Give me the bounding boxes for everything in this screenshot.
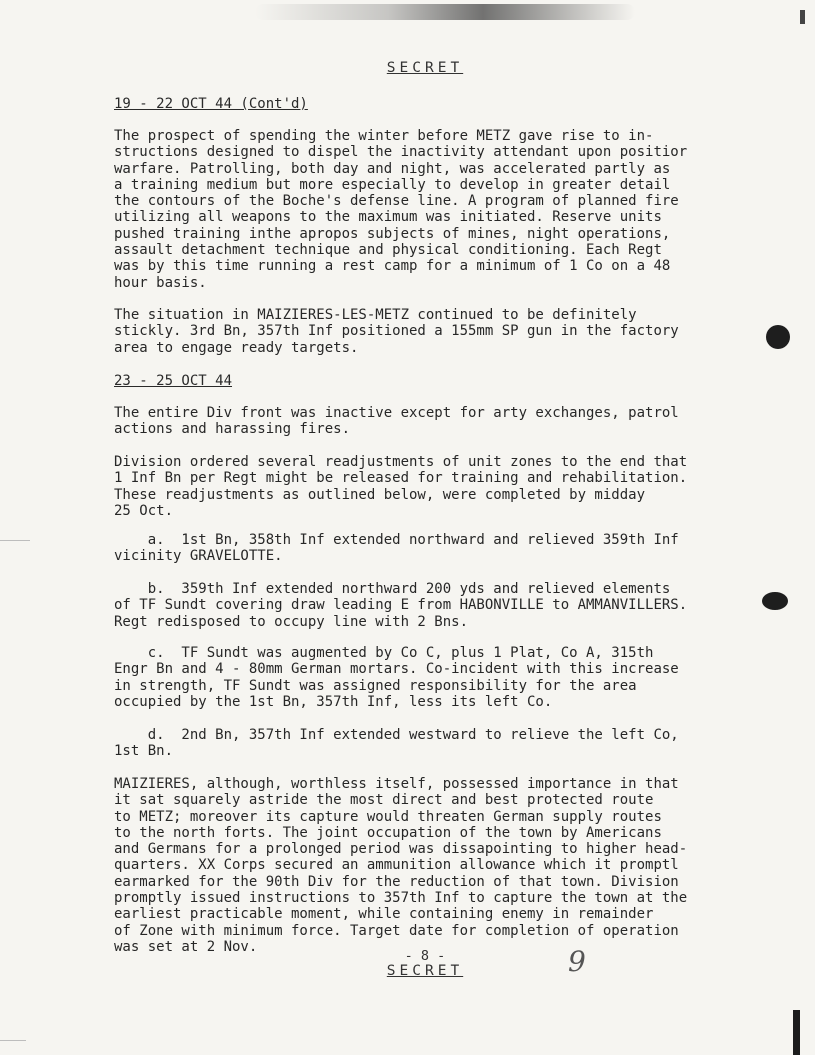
punch-hole [762, 592, 788, 610]
punch-hole [766, 325, 790, 349]
page-number: - 8 - [404, 948, 446, 964]
handwritten-mark: 9 [568, 945, 586, 978]
scan-mark [800, 10, 805, 24]
paragraph: MAIZIERES, although, worthless itself, possessed importance in that it sat squarely astride the most direct and best protected route to METZ; moreover its capture would threaten German supply routes to the north forts. The joint occupation of the town by Americans and Germans for a prolonged period was dissapointing to higher head- quarters. XX Corps secured an ammunition allowance which it promptl earmarked for the 90th Div for the reduction of that town. Division promptly issued instructions to 357th Inf to capture the town at the earliest practicable moment, while containing enemy in remainder of Zone with minimum force. Target date for completion of operation was set at 2 Nov. [114, 776, 688, 955]
list-item: a. 1st Bn, 358th Inf extended northward and relieved 359th Inf vicinity GRAVELOTTE. [114, 532, 679, 565]
list-item: b. 359th Inf extended northward 200 yds and relieved elements of TF Sundt covering draw leading E from HABONVILLE to AMMANVILLERS. Regt redisposed to occupy line with 2 Bns. [114, 581, 688, 630]
list-item: c. TF Sundt was augmented by Co C, plus 1 Plat, Co A, 315th Engr Bn and 4 - 80mm German mortars. Co-incident with this increase in strength, TF Sundt was assigned responsibility for the area occupied by the 1st Bn, 357th Inf, less its left Co. [114, 645, 679, 710]
classification-marking-top: SECRET [386, 60, 464, 76]
paragraph: The entire Div front was inactive except for arty exchanges, patrol actions and harassing fires. [114, 405, 679, 438]
section-heading: 19 - 22 OCT 44 (Cont'd) [114, 96, 308, 112]
scan-smudge [255, 4, 635, 20]
scan-edge [0, 1040, 26, 1041]
list-item: d. 2nd Bn, 357th Inf extended westward to relieve the left Co, 1st Bn. [114, 727, 679, 760]
section-heading: 23 - 25 OCT 44 [114, 373, 233, 389]
paragraph: Division ordered several readjustments of unit zones to the end that 1 Inf Bn per Regt might be released for training and rehabilitation. These readjustments as outlined below, were completed by midday 25 Oct. [114, 454, 688, 519]
paragraph: The prospect of spending the winter before METZ gave rise to in- structions designed to dispel the inactivity attendant upon positior warfare. Patrolling, both day and night, was accelerated partly as a training medium but more especially to develop in greater detail the contours of the Boche's defense line. A program of planned fire utilizing all weapons to the maximum was initiated. Reserve units pushed training inthe apropos subjects of mines, night operations, assault detachment technique and physical conditioning. Each Regt was by this time running a rest camp for a minimum of 1 Co on a 48 hour basis. [114, 128, 688, 291]
paragraph: The situation in MAIZIERES-LES-METZ continued to be definitely stickly. 3rd Bn, 357th Inf positioned a 155mm SP gun in the factory area to engage ready targets. [114, 307, 679, 356]
scan-edge [793, 1010, 800, 1055]
scan-edge [0, 540, 30, 541]
classification-marking-bottom: SECRET [386, 963, 464, 979]
